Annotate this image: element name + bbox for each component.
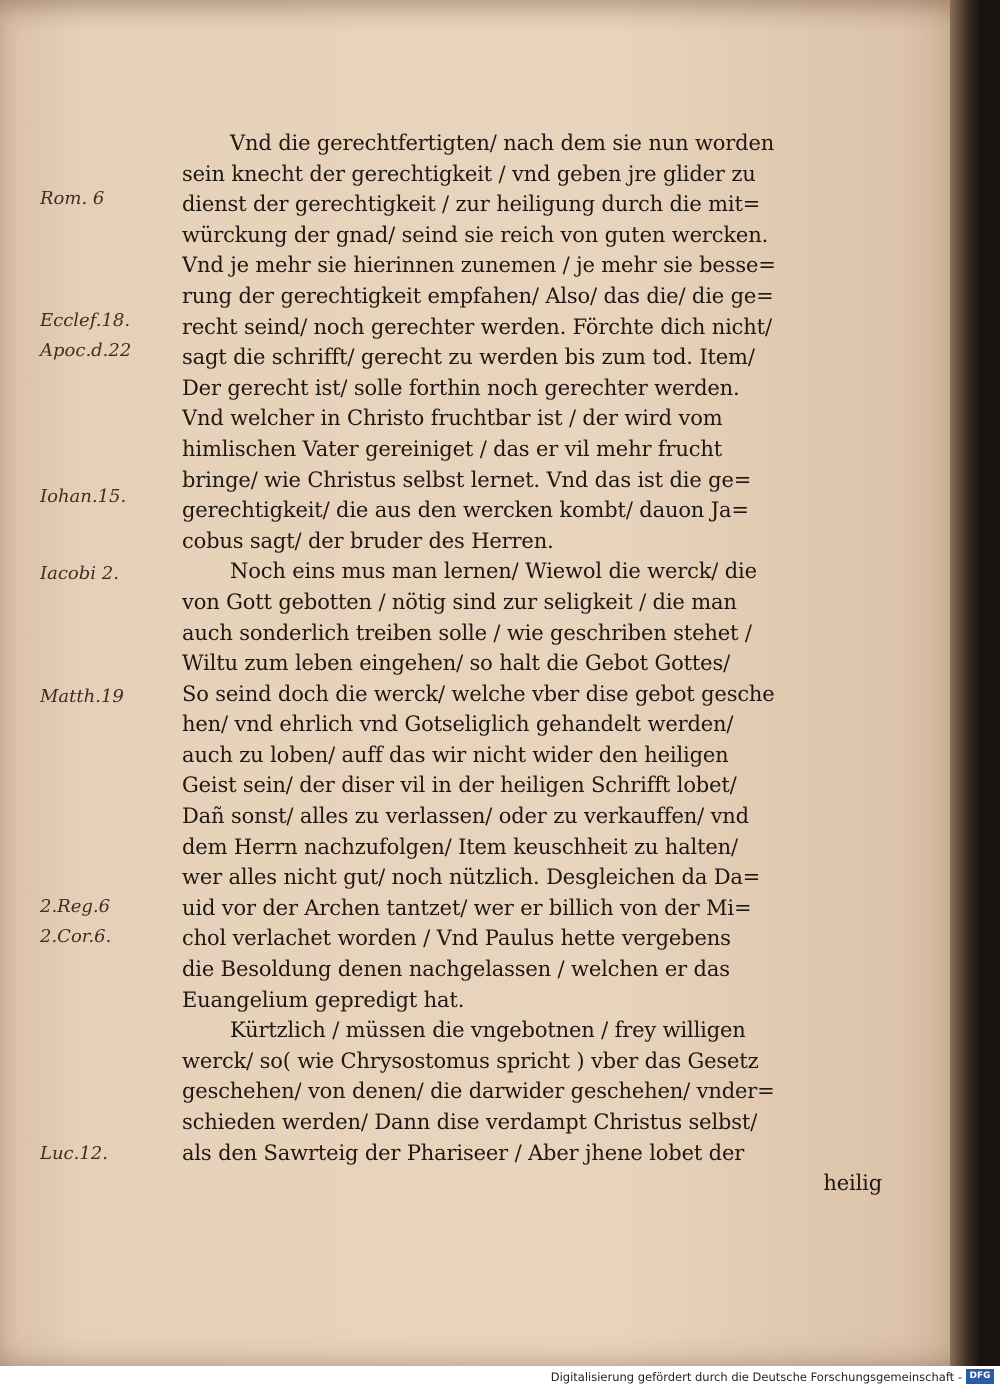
text-line: cobus sagt/ der bruder des Herren. [182,528,554,553]
margin-note: Rom. 6 [40,188,105,209]
text-line: Geist sein/ der diser vil in der heiligen Schrifft lobet/ [182,773,737,798]
text-line: uid vor der Archen tantzet/ wer er billich von der Mi= [182,895,752,920]
text-line: Der gerecht ist/ solle forthin noch gerechter werden. [182,375,740,400]
text-line: chol verlachet worden / Vnd Paulus hette vergebens [182,926,731,951]
text-line: Euangelium gepredigt hat. [182,987,465,1012]
text-line: Wiltu zum leben eingehen/ so halt die Gebot Gottes/ [182,651,731,676]
text-line: Noch eins mus man lernen/ Wiewol die werck/ die [230,559,757,584]
text-line: recht seind/ noch gerechter werden. Förchte dich nicht/ [182,314,772,339]
text-line: als den Sawrteig der Phariseer / Aber jhene lobet der [182,1140,745,1165]
book-spine-shadow [950,0,980,1366]
text-line: geschehen/ von denen/ die darwider geschehen/ vnder= [182,1079,775,1104]
text-line: schieden werden/ Dann dise verdampt Christus selbst/ [182,1110,758,1134]
text-line: auch zu loben/ auff das wir nicht wider den heiligen [182,742,729,767]
footer-bar [0,1366,1000,1388]
margin-note: 2.Reg.6 [40,896,111,917]
text-line: die Besoldung denen nachgelassen / welchen er das [182,957,730,982]
margin-notes [40,0,170,1366]
text-line: Dañ sonst/ alles zu verlassen/ oder zu verkauffen/ vnd [182,804,749,829]
text-line: Vnd je mehr sie hierinnen zunemen / je mehr sie besse= [182,253,776,278]
text-line: So seind doch die werck/ welche vber dise gebot gesche [182,681,775,706]
margin-note: Matth.19 [40,686,124,707]
text-line: sein knecht der gerechtigkeit / vnd geben jre glider zu [182,161,756,186]
text-line: bringe/ wie Christus selbst lernet. Vnd das ist die ge= [182,467,752,492]
text-line: von Gott gebotten / nötig sind zur seligkeit / die man [182,589,737,614]
text-line: sagt die schrifft/ gerecht zu werden bis zum tod. Item/ [182,345,755,370]
text-line: auch sonderlich treiben solle / wie geschriben stehet / [182,620,752,645]
margin-note: Iacobi 2. [40,563,119,584]
text-line: himlischen Vater gereiniget / das er vil mehr frucht [182,436,723,461]
margin-note: Apoc.d.22 [40,340,132,361]
funding-credit: Digitalisierung gefördert durch die Deutsche Forschungsgemeinschaft - [550,1370,962,1384]
text-line: werck/ so( wie Chrysostomus spricht ) vber das Gesetz [182,1048,759,1073]
dfg-logo-icon: DFG [966,1369,994,1384]
margin-note: Luc.12. [40,1143,108,1164]
text-line: dienst der gerechtigkeit / zur heiligung durch die mit= [182,192,761,217]
main-text-block [182,128,882,1199]
text-line: Vnd welcher in Christo fruchtbar ist / der wird vom [182,406,723,431]
text-line: wer alles nicht gut/ noch nützlich. Desgleichen da Da= [182,865,761,890]
text-line: Vnd die gerechtfertigten/ nach dem sie nun worden [230,131,775,155]
text-line: rung der gerechtigkeit empfahen/ Also/ das die/ die ge= [182,283,774,308]
text-line: gerechtigkeit/ die aus den wercken kombt/ dauon Ja= [182,498,749,523]
text-line: dem Herrn nachzufolgen/ Item keuschheit zu halten/ [182,834,738,859]
catchword: heilig [823,1171,882,1196]
margin-note: Iohan.15. [40,486,127,507]
text-line: hen/ vnd ehrlich vnd Gotseliglich gehandelt werden/ [182,712,734,737]
text-line: Kürtzlich / müssen die vngebotnen / frey willigen [230,1018,746,1043]
text-line: würckung der gnad/ seind sie reich von guten wercken. [182,222,769,247]
margin-note: 2.Cor.6. [40,926,112,947]
margin-note: Ecclef.18. [40,310,131,331]
